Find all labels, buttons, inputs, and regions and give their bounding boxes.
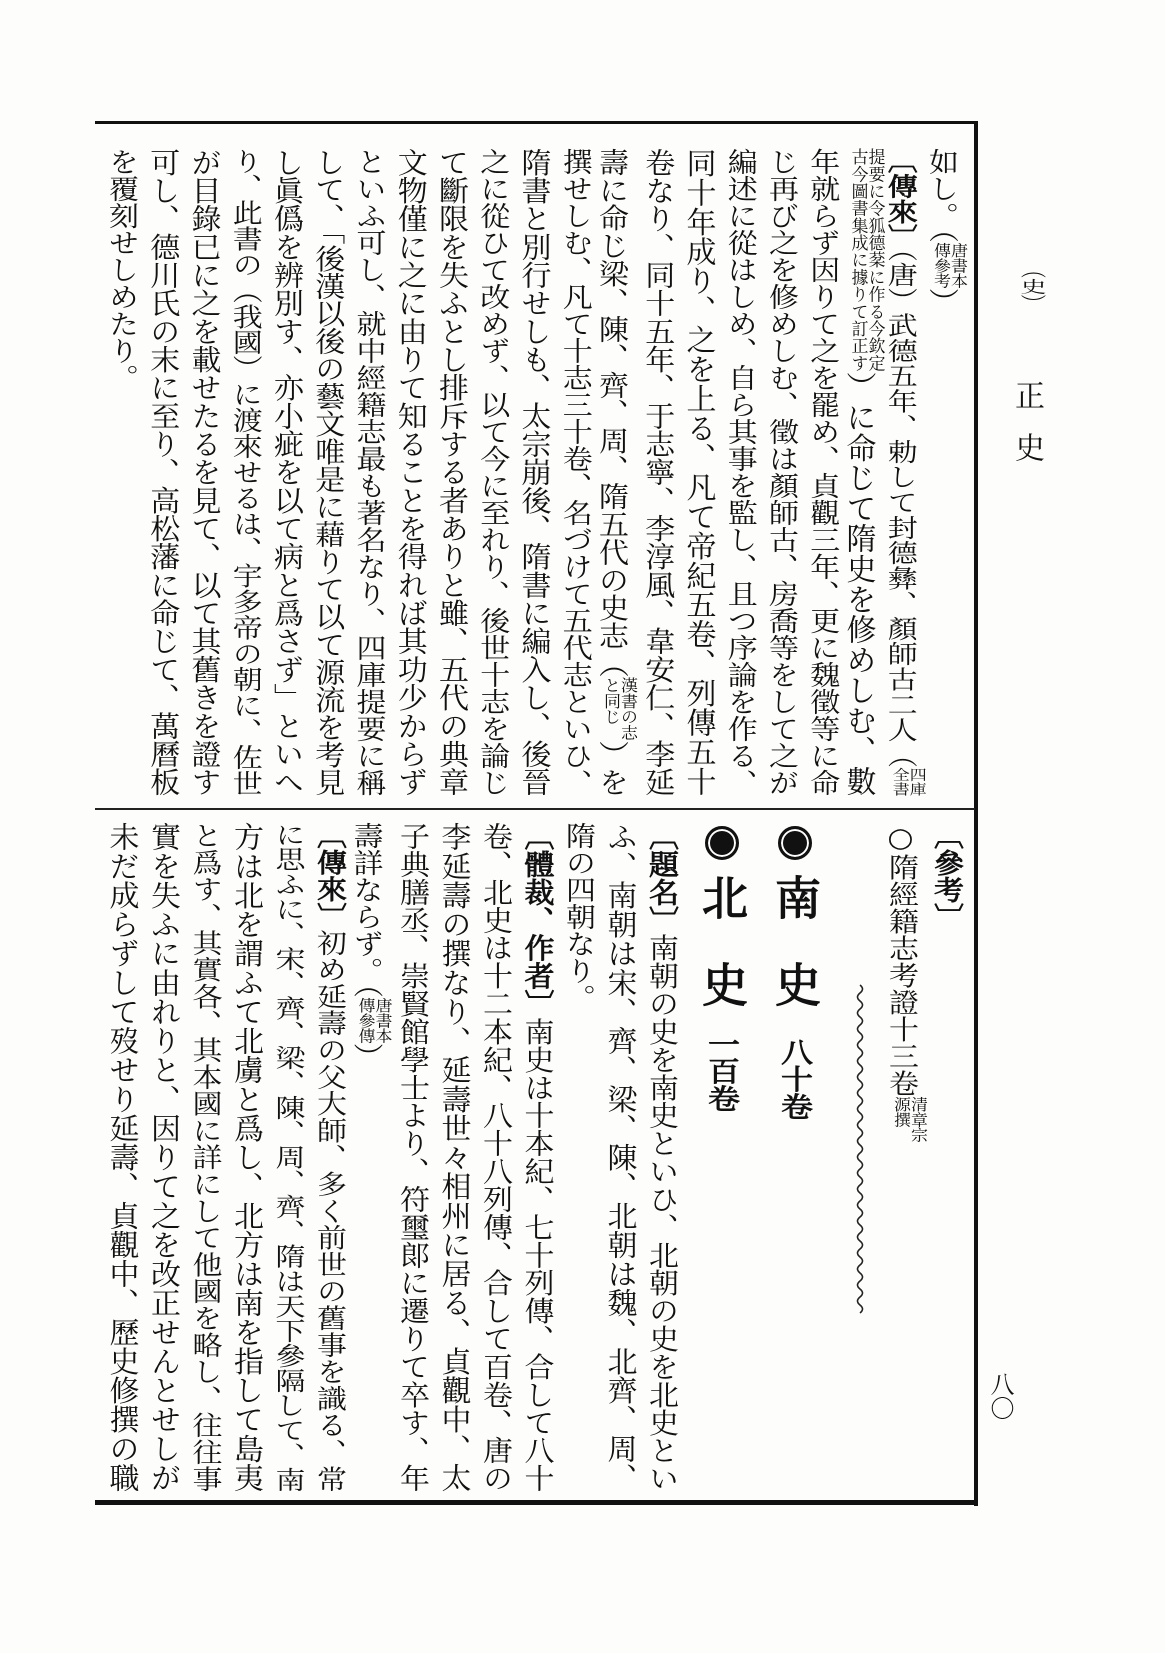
annotation-line: 傳參傳 — [354, 997, 375, 1044]
text-column — [225, 822, 265, 1492]
entry-volumes: 八十卷 — [776, 1038, 814, 1120]
body-text: に思ふに、宋、齊、梁、陳、周、齊、隋は天下參隔して、南 — [269, 822, 305, 1492]
running-head-title: 正史 — [1009, 380, 1044, 484]
text-column — [599, 822, 639, 1492]
section-label: 〔參考〕 — [928, 822, 963, 930]
section-label: 〔題名〕 — [643, 822, 678, 934]
body-text: して、「後漢以後の藝文唯是に藉りて以て源流を考見 — [309, 148, 345, 796]
inline-annotation — [356, 998, 390, 1044]
text-column — [391, 822, 431, 1492]
body-text: ○隋經籍志考證十三卷 — [883, 822, 918, 1097]
body-text: 實を失ふに由れりと、因りて之を改正せんとせしが — [145, 822, 180, 1492]
text-column — [433, 822, 473, 1492]
annotation-line: 古今圖書集成に據りて訂正す — [847, 148, 868, 372]
body-text: と爲す、其實各、其本國に詳にして他國を略し、往往事 — [186, 822, 222, 1492]
body-text: じ再び之を修めしむ、徵は顏師古、房喬等をして之が — [763, 148, 798, 796]
body-text: 南朝の史を南史といひ、北朝の史を北史とい — [643, 933, 678, 1492]
body-text: し眞僞を辨別す、亦小疵を以て病と爲さず」といへ — [268, 148, 303, 796]
annotation-line: 傳參考 — [930, 242, 950, 289]
section-label: 〔傳來〕 — [311, 822, 346, 930]
body-text: 壽に命じ梁、陳、齊、周、隋五代の史志（ — [593, 148, 628, 678]
text-column — [347, 822, 392, 1071]
annotation-line: 唐書本 — [947, 242, 967, 289]
entry-volumes: 一百卷 — [703, 1030, 741, 1112]
annotation-line: 源撰 — [890, 1096, 910, 1128]
body-text: 李延壽の撰なり、延壽世々相州に居る、貞觀中、太 — [435, 822, 471, 1492]
body-text: 南史は十本紀、七十列傳、合して八十 — [518, 1017, 554, 1492]
inline-annotation — [891, 1097, 925, 1143]
body-text: 編述に從はしめ、自ら其事を監し、且つ序論を作る、 — [721, 148, 757, 796]
annotation-line: と同じ — [600, 677, 620, 725]
body-text: り、此書の（我國）に渡來せるは、宇多帝の朝に、佐世 — [226, 148, 262, 796]
section-label: 〔體裁、作者〕 — [518, 822, 554, 1018]
annotation-line: 四庫 — [905, 767, 926, 796]
body-text: を覆刻せしめたり。 — [103, 148, 138, 391]
annotation-line: 清章宗 — [907, 1096, 927, 1143]
text-column — [516, 822, 556, 1492]
entry-title: 南史 — [768, 874, 822, 1048]
body-text: といふ可し、就中經籍志最も著名なり、四庫提要に稱 — [350, 148, 386, 796]
body-text: 隋書と別行せしも、太宗崩後、隋書に編入し、後晉 — [515, 148, 551, 796]
text-column — [308, 822, 348, 1492]
body-text: 子典膳丞、崇賢館學士より、符璽郞に遷りて卒す、年 — [394, 822, 429, 1492]
body-text: ） — [923, 288, 958, 316]
body-text: 文物僅に之に由りて知ることを得れば其功少からず — [391, 148, 427, 796]
text-column — [184, 822, 224, 1492]
annotation-line: 全書 — [888, 767, 909, 796]
wavy-line — [858, 985, 863, 1313]
text-column — [557, 822, 597, 1011]
body-text: 初め延壽の父大師、多く前世の舊事を識る、常 — [311, 929, 346, 1492]
text-column — [474, 822, 514, 1492]
body-text: 之に從ひて改めず、以て今に至れり、後世十志を論じ — [474, 148, 510, 796]
entry-title: 北史 — [695, 874, 749, 1048]
body-text: 卷なり、同十五年、于志寧、李淳風、韋安仁、李延 — [639, 148, 675, 796]
body-text: 未だ成らずして歿せり延壽、貞觀中、歷史修撰の職 — [103, 822, 139, 1492]
body-text: 撰せしむ、凡て十志三十卷、名づけて五代志といひ、 — [556, 148, 592, 796]
body-text: ） — [347, 1043, 383, 1071]
body-text: 隋の四朝なり。 — [560, 822, 595, 1011]
body-text: ）に命じて隋史を修めしむ、數 — [840, 371, 876, 796]
text-column — [101, 822, 141, 1492]
page-number: 八〇 — [986, 1372, 1014, 1420]
body-text: 方は北を謂ふて北虜と爲し、北方は南を指して島夷 — [228, 822, 263, 1492]
bullet-icon — [705, 826, 739, 860]
body-text: ふ、南朝は宋、齊、梁、陳、北朝は魏、北齊、周、 — [601, 822, 637, 1492]
body-text: （唐）武德五年、勅して封德彝、顏師古二人（ — [881, 249, 917, 768]
running-head-section: （史） — [1016, 262, 1046, 311]
body-text: 同十年成り、之を上る、凡て帝紀五卷、列傳五十 — [680, 148, 716, 796]
annotation-line: 唐書本 — [371, 997, 392, 1044]
body-text: ）を — [593, 740, 628, 796]
text-column — [640, 822, 680, 1492]
bullet-icon — [778, 826, 812, 860]
annotation-line: 漢書の志 — [617, 677, 637, 741]
text-column — [142, 822, 182, 1492]
body-text: が目錄已に之を載せたるを見て、以て其舊きを證す — [185, 148, 221, 796]
body-text: 可し、德川氏の末に至り、高松藩に命じて、萬曆板 — [144, 148, 180, 796]
body-text: 如し。（ — [923, 148, 958, 243]
text-column — [925, 822, 965, 930]
body-text: 壽詳ならず。（ — [347, 822, 383, 998]
body-text: 卷、北史は十二本紀、八十八列傳、合して百卷、唐の — [477, 822, 512, 1492]
body-text: て斷限を失ふとし排斥する者ありと雖、五代の典章 — [433, 148, 468, 796]
text-column — [885, 822, 925, 1142]
text-column — [267, 822, 307, 1492]
section-label: 〔傳來〕 — [881, 148, 917, 250]
body-text: 年就らず因りて之を罷め、貞觀三年、更に魏徵等に命 — [804, 148, 840, 796]
annotation-line: 提要に令狐德棻に作る今欽定 — [864, 148, 885, 372]
